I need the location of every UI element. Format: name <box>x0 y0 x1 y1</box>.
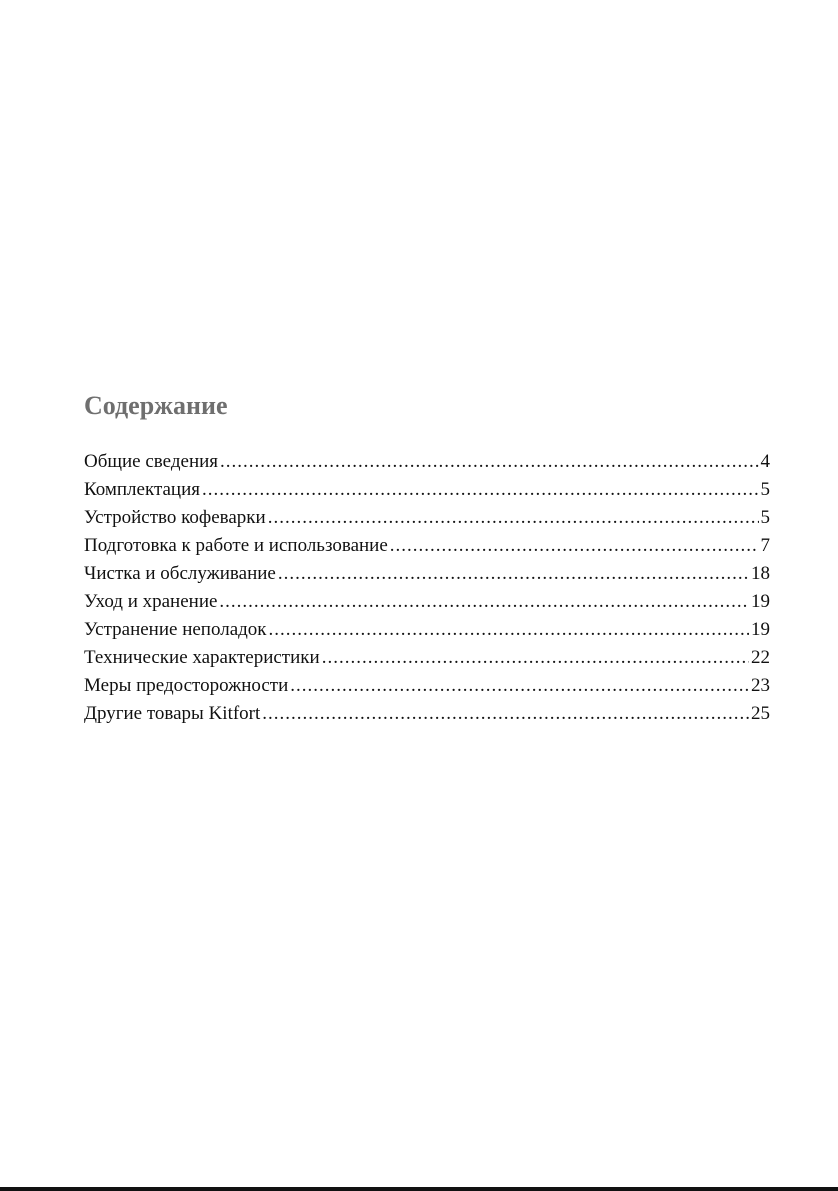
toc-entry-page: 19 <box>751 619 770 640</box>
toc-entry-page: 19 <box>751 591 770 612</box>
page-bottom-rule <box>0 1187 838 1191</box>
toc-entry-page: 4 <box>760 451 770 472</box>
toc-entry-page: 25 <box>751 703 770 724</box>
toc-dot-leader <box>268 504 759 532</box>
toc-entry-label: Другие товары Kitfort <box>84 703 261 724</box>
toc-entry-label: Общие сведения <box>84 451 219 472</box>
toc-entry-label: Уход и хранение <box>84 591 218 612</box>
toc-entry-label: Устранение неполадок <box>84 619 267 640</box>
table-of-contents <box>84 390 770 728</box>
toc-entry-label: Подготовка к работе и использование <box>84 535 388 556</box>
toc-entry[interactable] <box>84 476 770 504</box>
toc-entry-label: Чистка и обслуживание <box>84 563 276 584</box>
toc-dot-leader <box>219 588 749 616</box>
toc-entry[interactable] <box>84 700 770 728</box>
toc-entry[interactable] <box>84 560 770 588</box>
toc-entry-page: 5 <box>760 479 770 500</box>
toc-title: Содержание <box>84 391 228 420</box>
toc-dot-leader <box>278 560 749 588</box>
toc-dot-leader <box>322 644 749 672</box>
toc-list <box>84 448 770 728</box>
toc-entry-label: Комплектация <box>84 479 200 500</box>
toc-entry[interactable] <box>84 588 770 616</box>
toc-entry-label: Технические характеристики <box>84 647 320 668</box>
toc-entry-page: 5 <box>760 507 770 528</box>
toc-entry[interactable] <box>84 448 770 476</box>
toc-dot-leader <box>262 700 749 728</box>
toc-entry[interactable] <box>84 532 770 560</box>
toc-entry[interactable] <box>84 616 770 644</box>
toc-dot-leader <box>220 448 758 476</box>
toc-dot-leader <box>202 476 759 504</box>
toc-dot-leader <box>269 616 749 644</box>
toc-entry-page: 23 <box>751 675 770 696</box>
toc-entry-page: 7 <box>760 535 770 556</box>
toc-entry-page: 22 <box>751 647 770 668</box>
toc-entry[interactable] <box>84 672 770 700</box>
toc-entry[interactable] <box>84 504 770 532</box>
toc-entry[interactable] <box>84 644 770 672</box>
toc-entry-page: 18 <box>751 563 770 584</box>
toc-entry-label: Устройство кофеварки <box>84 507 266 528</box>
toc-dot-leader <box>290 672 749 700</box>
toc-dot-leader <box>390 532 759 560</box>
toc-entry-label: Меры предосторожности <box>84 675 289 696</box>
